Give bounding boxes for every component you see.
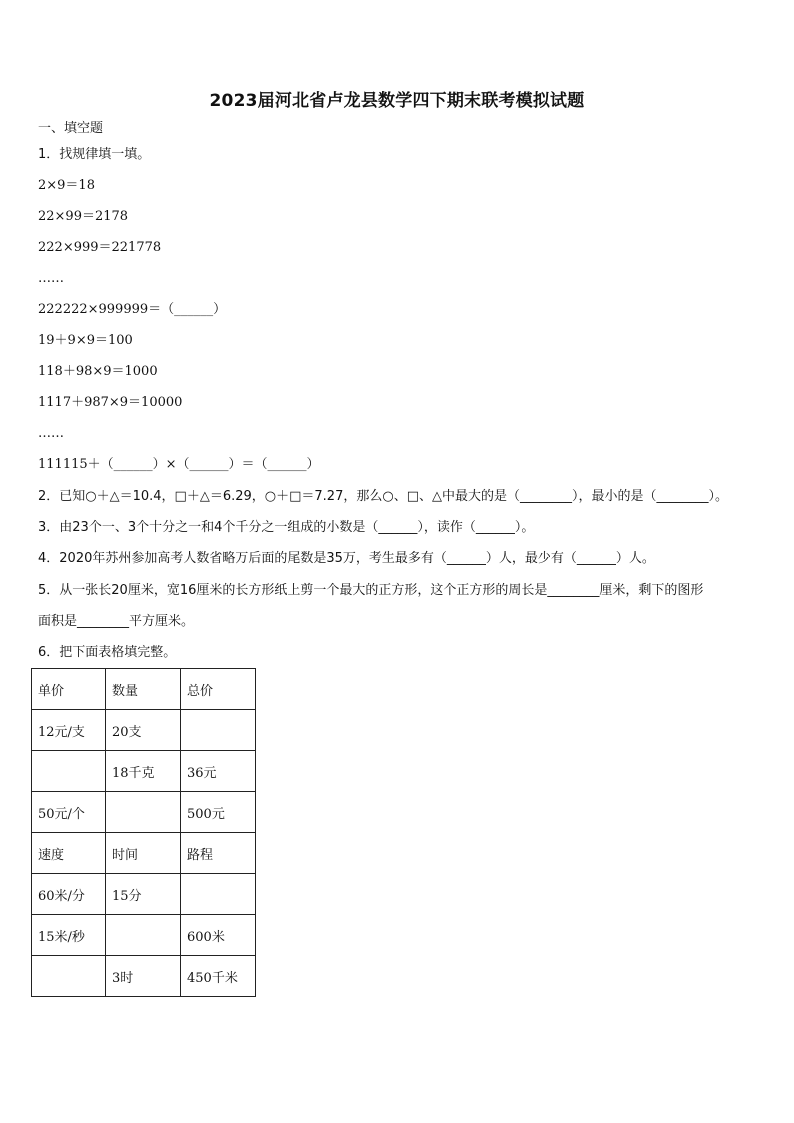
table-cell-blank bbox=[32, 956, 106, 997]
table-cell: 12元/支 bbox=[32, 710, 106, 751]
table-row bbox=[32, 751, 256, 792]
table-cell-blank bbox=[106, 915, 181, 956]
table-row bbox=[32, 833, 256, 874]
q1-ellipsis: …… bbox=[38, 426, 64, 441]
table-cell: 36元 bbox=[181, 751, 256, 792]
q1-ellipsis: …… bbox=[38, 271, 64, 286]
question-2: 2．已知○＋△＝10.4，□＋△＝6.29，○＋□＝7.27，那么○、□、△中最大的是（________），最小的是（________）。 bbox=[38, 489, 728, 504]
table-row bbox=[32, 956, 256, 997]
question-5-line-1: 5．从一张长20厘米，宽16厘米的长方形纸上剪一个最大的正方形，这个正方形的周长是________厘米，剩下的图形 bbox=[38, 583, 704, 598]
table-cell-blank bbox=[106, 792, 181, 833]
table-cell-blank bbox=[181, 874, 256, 915]
table-row bbox=[32, 669, 256, 710]
table-cell: 20支 bbox=[106, 710, 181, 751]
table-cell: 15米/秒 bbox=[32, 915, 106, 956]
table-cell: 15分 bbox=[106, 874, 181, 915]
table-cell: 600米 bbox=[181, 915, 256, 956]
q1-line: 2×9＝18 bbox=[38, 178, 95, 193]
question-4: 4．2020年苏州参加高考人数省略万后面的尾数是35万，考生最多有（______）人，最少有（______）人。 bbox=[38, 551, 655, 566]
q1-line: 222×999＝221778 bbox=[38, 240, 162, 255]
q1-blank-line: 111115＋（______）×（______）＝（______） bbox=[38, 457, 320, 472]
page-title: 2023届河北省卢龙县数学四下期末联考模拟试题 bbox=[209, 91, 585, 111]
table-cell: 18千克 bbox=[106, 751, 181, 792]
q1-line: 118＋98×9＝1000 bbox=[38, 364, 158, 379]
question-3: 3．由23个一、3个十分之一和4个千分之一组成的小数是（______），读作（______）。 bbox=[38, 520, 535, 535]
table-cell: 总价 bbox=[181, 669, 256, 710]
table-cell: 数量 bbox=[106, 669, 181, 710]
table-cell: 单价 bbox=[32, 669, 106, 710]
question-1-heading: 1．找规律填一填。 bbox=[38, 147, 151, 162]
table-row bbox=[32, 710, 256, 751]
table-row bbox=[32, 915, 256, 956]
table-cell: 时间 bbox=[106, 833, 181, 874]
table-row bbox=[32, 874, 256, 915]
table-cell-blank bbox=[181, 710, 256, 751]
q1-line: 19＋9×9＝100 bbox=[38, 333, 133, 348]
table-row bbox=[32, 792, 256, 833]
table-cell: 速度 bbox=[32, 833, 106, 874]
q1-line: 1117＋987×9＝10000 bbox=[38, 395, 183, 410]
table-cell: 500元 bbox=[181, 792, 256, 833]
q1-line: 22×99＝2178 bbox=[38, 209, 129, 224]
section-heading-fill-in: 一、填空题 bbox=[38, 121, 104, 136]
table-cell: 450千米 bbox=[181, 956, 256, 997]
table-cell-blank bbox=[32, 751, 106, 792]
fill-in-table bbox=[31, 668, 256, 997]
question-6-heading: 6．把下面表格填完整。 bbox=[38, 645, 177, 660]
table-cell: 60米/分 bbox=[32, 874, 106, 915]
table-cell: 3时 bbox=[106, 956, 181, 997]
question-5-line-2: 面积是________平方厘米。 bbox=[38, 614, 195, 629]
q1-blank-line: 222222×999999＝（______） bbox=[38, 302, 227, 317]
table-cell: 50元/个 bbox=[32, 792, 106, 833]
table-cell: 路程 bbox=[181, 833, 256, 874]
